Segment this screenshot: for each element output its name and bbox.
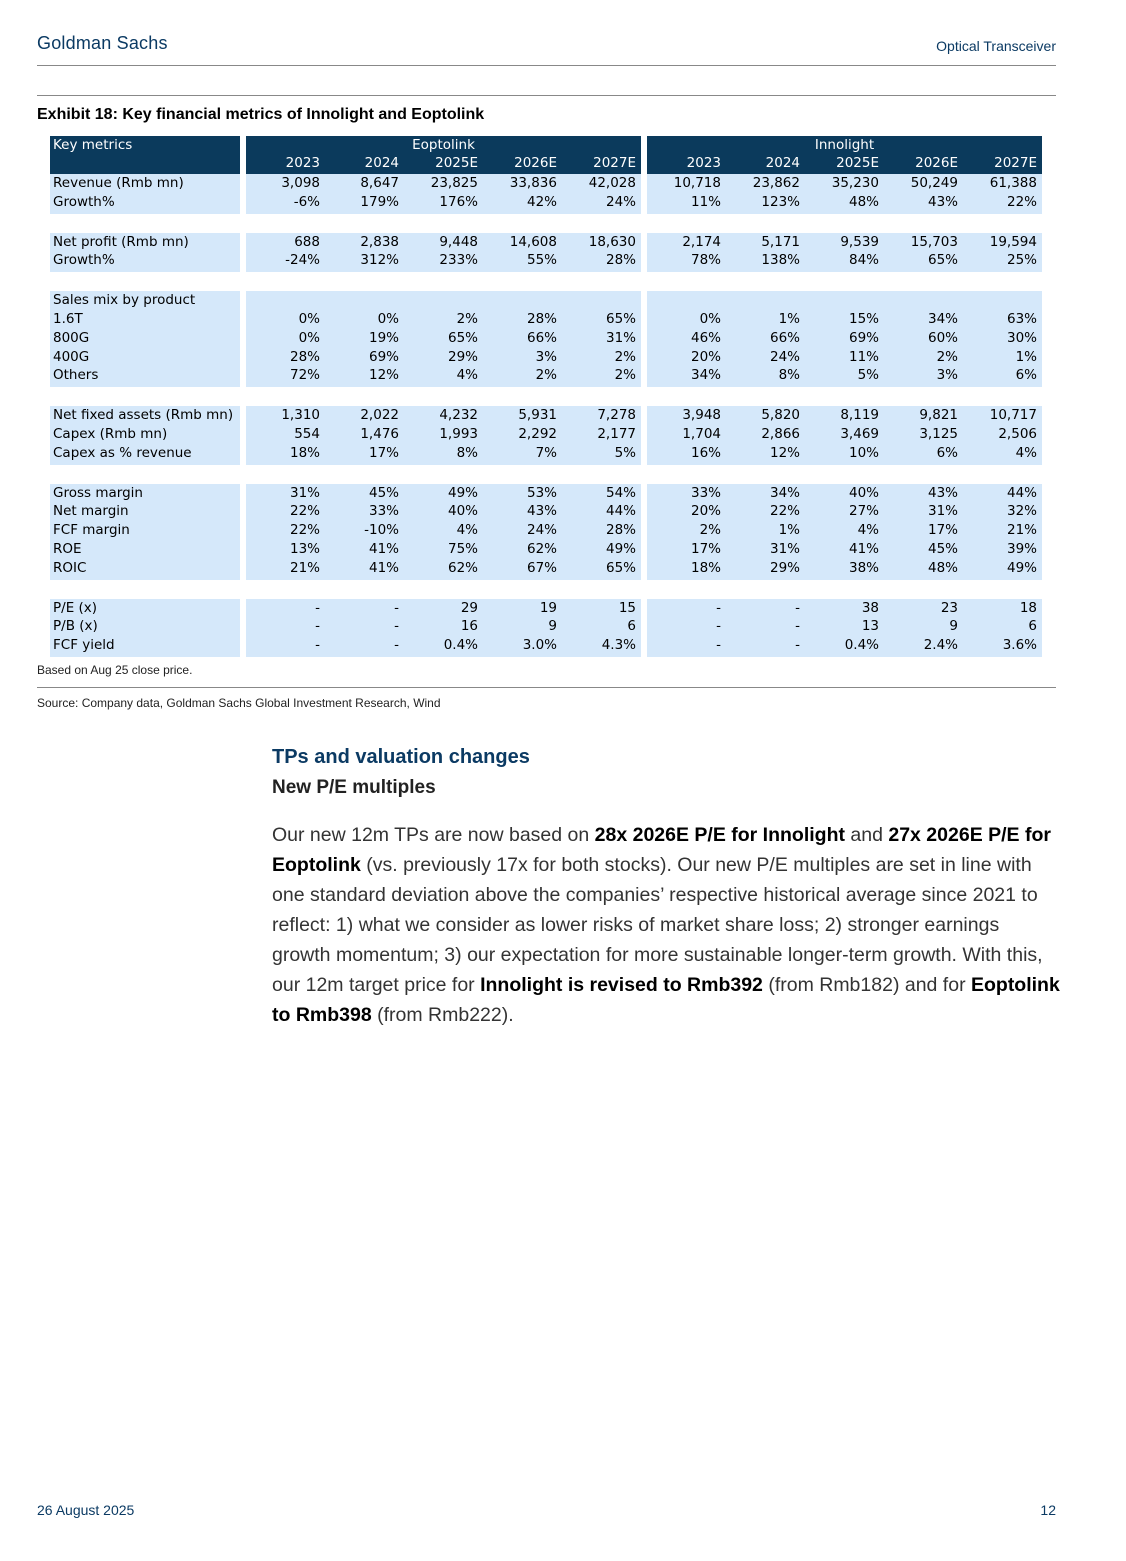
eoptolink-value: 12% — [368, 367, 399, 384]
innolight-value: - — [716, 599, 721, 616]
eoptolink-value: 0% — [298, 311, 320, 327]
innolight-value: 41% — [848, 541, 879, 557]
text-run: and — [844, 824, 889, 846]
eoptolink-value: 19% — [368, 329, 399, 346]
innolight-value: 50,249 — [910, 175, 958, 191]
row-label: Others — [53, 367, 99, 384]
row-label: Capex (Rmb mn) — [53, 426, 168, 442]
innolight-value: 25% — [1006, 252, 1037, 269]
eoptolink-value: 41% — [368, 541, 399, 557]
eoptolink-value: 28% — [605, 522, 636, 539]
row-label: Growth% — [53, 193, 115, 210]
eoptolink-value: 43% — [526, 503, 557, 520]
innolight-value: 63% — [1006, 311, 1037, 327]
innolight-value: 27% — [848, 503, 879, 520]
innolight-value: 10,718 — [673, 175, 721, 191]
header-year: 2027E — [994, 155, 1037, 171]
header-year: 2025E — [435, 155, 478, 171]
exhibit-title: Exhibit 18: Key financial metrics of Innolight and Eoptolink — [37, 106, 485, 123]
eoptolink-value: 15 — [618, 599, 636, 616]
innolight-value: 5% — [857, 367, 879, 384]
innolight-value: 1% — [778, 311, 800, 327]
eoptolink-value: 22% — [289, 503, 320, 520]
eoptolink-value: 31% — [605, 329, 636, 346]
eoptolink-value: -6% — [293, 193, 320, 210]
innolight-value: 43% — [927, 484, 958, 501]
section-title: TPs and valuation changes — [272, 746, 530, 768]
innolight-value: 2,174 — [682, 233, 721, 250]
eoptolink-value: 13% — [289, 541, 320, 557]
header-year: 2024 — [364, 155, 399, 171]
eoptolink-value: 2,177 — [597, 426, 636, 442]
eoptolink-value: 24% — [605, 193, 636, 210]
innolight-value: 10,717 — [989, 407, 1037, 424]
innolight-value: 2.4% — [923, 637, 958, 654]
eoptolink-value: 1,476 — [360, 426, 399, 442]
eoptolink-value: 49% — [605, 541, 636, 557]
row-label: Growth% — [53, 252, 115, 269]
price-note: Based on Aug 25 close price. — [37, 663, 193, 677]
eoptolink-value: 3,098 — [281, 175, 320, 191]
text-run: (from Rmb222). — [371, 1004, 514, 1026]
innolight-value: 13 — [861, 618, 879, 635]
innolight-value: 35,230 — [831, 175, 879, 191]
eoptolink-value: 2,292 — [518, 426, 557, 442]
innolight-value: - — [795, 618, 800, 635]
innolight-value: 1% — [1015, 348, 1037, 365]
eoptolink-value: 2% — [535, 367, 557, 384]
row-label: 800G — [53, 329, 90, 346]
header-year: 2025E — [836, 155, 879, 171]
innolight-value: 39% — [1006, 541, 1037, 557]
text-run: (vs. previously 17x for both stocks). Our new P/E multiples are set in line with one standard deviation above the companies’ respective historical average since 2021 to reflect: 1) what we consider as lower risks of market share loss; 2) stronger earnings growth momentum; 3) our expectation for more sustainable longer-term growth. With this, our 12m target price for — [272, 854, 1043, 996]
row-label: Revenue (Rmb mn) — [53, 175, 184, 191]
eoptolink-value: 22% — [289, 522, 320, 539]
eoptolink-value: 18% — [289, 444, 320, 461]
innolight-value: 6 — [1028, 618, 1037, 635]
eoptolink-value: 1,310 — [281, 407, 320, 424]
eoptolink-value: 6 — [627, 618, 636, 635]
innolight-value: 0% — [699, 311, 721, 327]
innolight-value: 38% — [848, 559, 879, 576]
eoptolink-value: 41% — [368, 559, 399, 576]
eoptolink-value: 9,448 — [439, 233, 478, 250]
eoptolink-value: 44% — [605, 503, 636, 520]
eoptolink-value: 688 — [294, 233, 320, 250]
innolight-value: 19,594 — [989, 233, 1037, 250]
eoptolink-value: 28% — [605, 252, 636, 269]
header-rule — [37, 65, 1056, 66]
innolight-value: 30% — [1006, 329, 1037, 346]
source-rule — [37, 687, 1056, 688]
eoptolink-value: 8% — [456, 444, 478, 461]
header-year: 2026E — [915, 155, 958, 171]
innolight-value — [726, 291, 800, 310]
innolight-value: 20% — [690, 348, 721, 365]
eoptolink-value: 2,022 — [360, 407, 399, 424]
header-group-eoptolink: Eoptolink — [412, 137, 475, 153]
eoptolink-value: 0% — [298, 329, 320, 346]
eoptolink-value: 42% — [526, 193, 557, 210]
eoptolink-value: 9 — [548, 618, 557, 635]
eoptolink-value: - — [315, 618, 320, 635]
eoptolink-value: 31% — [289, 484, 320, 501]
bold-phrase: 27x 2026E P/E for Eoptolink — [272, 824, 1051, 876]
eoptolink-value: 45% — [368, 484, 399, 501]
innolight-value: 33% — [690, 484, 721, 501]
eoptolink-value: 29% — [447, 348, 478, 365]
innolight-value: 31% — [927, 503, 958, 520]
eoptolink-value: 28% — [289, 348, 320, 365]
row-label: P/E (x) — [53, 599, 98, 616]
innolight-value: 2% — [936, 348, 958, 365]
row-label: P/B (x) — [53, 618, 98, 635]
innolight-value: 11% — [690, 193, 721, 210]
eoptolink-value: 233% — [439, 252, 478, 269]
innolight-value: 9 — [949, 618, 958, 635]
innolight-value: 2% — [699, 522, 721, 539]
eoptolink-value: - — [394, 618, 399, 635]
innolight-value: 5,820 — [761, 407, 800, 424]
innolight-value: 24% — [769, 348, 800, 365]
eoptolink-value: 55% — [526, 252, 557, 269]
innolight-value: 34% — [690, 367, 721, 384]
header-year: 2026E — [514, 155, 557, 171]
innolight-value: 9,539 — [840, 233, 879, 250]
eoptolink-value: 7% — [535, 444, 557, 461]
row-label: ROIC — [53, 559, 87, 576]
innolight-value: 34% — [769, 484, 800, 501]
innolight-value: 8% — [778, 367, 800, 384]
innolight-value: 16% — [690, 444, 721, 461]
eoptolink-value: 312% — [360, 252, 399, 269]
innolight-value: 69% — [848, 329, 879, 346]
innolight-value: 2,506 — [998, 426, 1037, 442]
eoptolink-value: 75% — [447, 541, 478, 557]
innolight-value: 48% — [927, 559, 958, 576]
eoptolink-value: 4.3% — [601, 637, 636, 654]
innolight-value: 65% — [927, 252, 958, 269]
exhibit-top-rule — [37, 95, 1056, 96]
row-label: FCF yield — [53, 637, 115, 654]
innolight-value: 20% — [690, 503, 721, 520]
innolight-value: 18% — [690, 559, 721, 576]
innolight-value: 12% — [769, 444, 800, 461]
eoptolink-value: 65% — [447, 329, 478, 346]
row-label: 1.6T — [53, 311, 83, 327]
innolight-value: 48% — [848, 193, 879, 210]
eoptolink-value: 5% — [614, 444, 636, 461]
innolight-value: 43% — [927, 193, 958, 210]
innolight-value: 61,388 — [989, 175, 1037, 191]
innolight-value: - — [716, 618, 721, 635]
eoptolink-value: 24% — [526, 522, 557, 539]
innolight-value: 84% — [848, 252, 879, 269]
row-label: Net margin — [53, 503, 129, 520]
innolight-value: 31% — [769, 541, 800, 557]
eoptolink-value: 4,232 — [439, 407, 478, 424]
innolight-value: 38 — [861, 599, 879, 616]
innolight-value: 22% — [1006, 193, 1037, 210]
innolight-value: 10% — [848, 444, 879, 461]
innolight-value: 44% — [1006, 484, 1037, 501]
innolight-value: 138% — [761, 252, 800, 269]
innolight-value: 3,469 — [840, 426, 879, 442]
innolight-value: 2,866 — [761, 426, 800, 442]
eoptolink-value: 2% — [456, 311, 478, 327]
innolight-value — [884, 291, 958, 310]
eoptolink-value: 23,825 — [430, 175, 478, 191]
eoptolink-value: 40% — [447, 503, 478, 520]
eoptolink-value: 54% — [605, 484, 636, 501]
eoptolink-value: -10% — [364, 522, 399, 539]
header-key-metrics: Key metrics — [53, 137, 133, 153]
eoptolink-value: 4% — [456, 522, 478, 539]
valuation-paragraph — [272, 820, 1062, 1030]
innolight-value: 3,948 — [682, 407, 721, 424]
innolight-value: 4% — [1015, 444, 1037, 461]
eoptolink-value: 67% — [526, 559, 557, 576]
bold-phrase: 28x 2026E P/E for Innolight — [594, 824, 845, 846]
eoptolink-value: 42,028 — [588, 175, 636, 191]
eoptolink-value: 3% — [535, 348, 557, 365]
header-year: 2027E — [593, 155, 636, 171]
innolight-value: 40% — [848, 484, 879, 501]
innolight-value: 17% — [927, 522, 958, 539]
innolight-value: 23,862 — [752, 175, 800, 191]
row-label: ROE — [53, 541, 82, 557]
innolight-value: 32% — [1006, 503, 1037, 520]
eoptolink-value: 176% — [439, 193, 478, 210]
eoptolink-value: 65% — [605, 311, 636, 327]
innolight-value: 17% — [690, 541, 721, 557]
innolight-value: 123% — [761, 193, 800, 210]
eoptolink-value: 69% — [368, 348, 399, 365]
innolight-value: 66% — [769, 329, 800, 346]
eoptolink-value: 62% — [526, 541, 557, 557]
eoptolink-value: 62% — [447, 559, 478, 576]
row-label: Gross margin — [53, 484, 143, 501]
eoptolink-value: 53% — [526, 484, 557, 501]
innolight-value: 11% — [848, 348, 879, 365]
eoptolink-value: 7,278 — [597, 407, 636, 424]
innolight-value: 23 — [940, 599, 958, 616]
eoptolink-value: 179% — [360, 193, 399, 210]
source-line: Source: Company data, Goldman Sachs Global Investment Research, Wind — [37, 696, 441, 710]
innolight-value: 29% — [769, 559, 800, 576]
eoptolink-value: 14,608 — [509, 233, 557, 250]
innolight-value: 60% — [927, 329, 958, 346]
innolight-value: 4% — [857, 522, 879, 539]
bold-phrase: Innolight is revised to Rmb392 — [480, 974, 763, 996]
eoptolink-value: 554 — [294, 426, 320, 442]
eoptolink-value — [246, 291, 320, 310]
innolight-value: 45% — [927, 541, 958, 557]
eoptolink-value: 2% — [614, 348, 636, 365]
innolight-value: 78% — [690, 252, 721, 269]
eoptolink-value: 1,993 — [439, 426, 478, 442]
eoptolink-value: 4% — [456, 367, 478, 384]
innolight-value: 21% — [1006, 522, 1037, 539]
row-label: FCF margin — [53, 522, 130, 539]
eoptolink-value: 5,931 — [518, 407, 557, 424]
eoptolink-value: 2% — [614, 367, 636, 384]
header-year: 2024 — [765, 155, 800, 171]
innolight-value: 8,119 — [840, 407, 879, 424]
eoptolink-value: 33% — [368, 503, 399, 520]
bold-phrase: Eoptolink to Rmb398 — [272, 974, 1060, 1026]
innolight-value: 3% — [936, 367, 958, 384]
innolight-value — [805, 291, 879, 310]
eoptolink-value: 21% — [289, 559, 320, 576]
eoptolink-value: 66% — [526, 329, 557, 346]
financial-metrics-table — [50, 136, 1042, 654]
row-label: Net fixed assets (Rmb mn) — [53, 407, 234, 424]
header-year: 2023 — [686, 155, 721, 171]
innolight-value: 3.6% — [1002, 637, 1037, 654]
eoptolink-value: - — [394, 637, 399, 654]
innolight-value: 15,703 — [910, 233, 958, 250]
row-label: Capex as % revenue — [53, 444, 192, 461]
text-run: (from Rmb182) and for — [762, 974, 971, 996]
footer-date: 26 August 2025 — [37, 1502, 135, 1518]
eoptolink-value: 29 — [460, 599, 478, 616]
text-run: Our new 12m TPs are now based on — [272, 824, 595, 846]
eoptolink-value: 8,647 — [360, 175, 399, 191]
innolight-value: 0.4% — [844, 637, 879, 654]
brand-name: Goldman Sachs — [37, 33, 168, 53]
innolight-value: 22% — [769, 503, 800, 520]
innolight-value: 46% — [690, 329, 721, 346]
eoptolink-value — [562, 291, 636, 310]
eoptolink-value: 0.4% — [443, 637, 478, 654]
eoptolink-value: 65% — [605, 559, 636, 576]
eoptolink-value: 16 — [460, 618, 478, 635]
innolight-value: 18 — [1019, 599, 1037, 616]
page-number: 12 — [1040, 1502, 1056, 1518]
innolight-value: 3,125 — [919, 426, 958, 442]
innolight-value: - — [716, 637, 721, 654]
eoptolink-value: 18,630 — [588, 233, 636, 250]
eoptolink-value: 19 — [539, 599, 557, 616]
innolight-value: 6% — [1015, 367, 1037, 384]
eoptolink-value — [325, 291, 399, 310]
eoptolink-value: - — [315, 599, 320, 616]
eoptolink-value: 17% — [368, 444, 399, 461]
innolight-value: 9,821 — [919, 407, 958, 424]
innolight-value: 15% — [848, 311, 879, 327]
eoptolink-value: -24% — [285, 252, 320, 269]
header-group-innolight: Innolight — [814, 137, 875, 153]
innolight-value: 49% — [1006, 559, 1037, 576]
innolight-value: 6% — [936, 444, 958, 461]
eoptolink-value: 72% — [289, 367, 320, 384]
eoptolink-value: 3.0% — [522, 637, 557, 654]
innolight-value: 5,171 — [761, 233, 800, 250]
row-label: Sales mix by product — [53, 292, 196, 309]
eoptolink-value: - — [315, 637, 320, 654]
row-label: 400G — [53, 348, 90, 365]
innolight-value — [647, 291, 721, 310]
innolight-value: 1% — [778, 522, 800, 539]
innolight-value: 1,704 — [682, 426, 721, 442]
eoptolink-value: 0% — [377, 311, 399, 327]
innolight-value: - — [795, 637, 800, 654]
eoptolink-value — [404, 291, 478, 310]
header-year: 2023 — [285, 155, 320, 171]
eoptolink-value — [483, 291, 557, 310]
eoptolink-value: - — [394, 599, 399, 616]
section-subtitle: New P/E multiples — [272, 777, 436, 798]
report-topic: Optical Transceiver — [936, 38, 1056, 54]
innolight-value — [963, 291, 1037, 310]
innolight-value: 34% — [927, 311, 958, 327]
eoptolink-value: 28% — [526, 311, 557, 327]
eoptolink-value: 2,838 — [360, 233, 399, 250]
eoptolink-value: 49% — [447, 484, 478, 501]
row-label: Net profit (Rmb mn) — [53, 233, 189, 250]
innolight-value: - — [795, 599, 800, 616]
eoptolink-value: 33,836 — [509, 175, 557, 191]
